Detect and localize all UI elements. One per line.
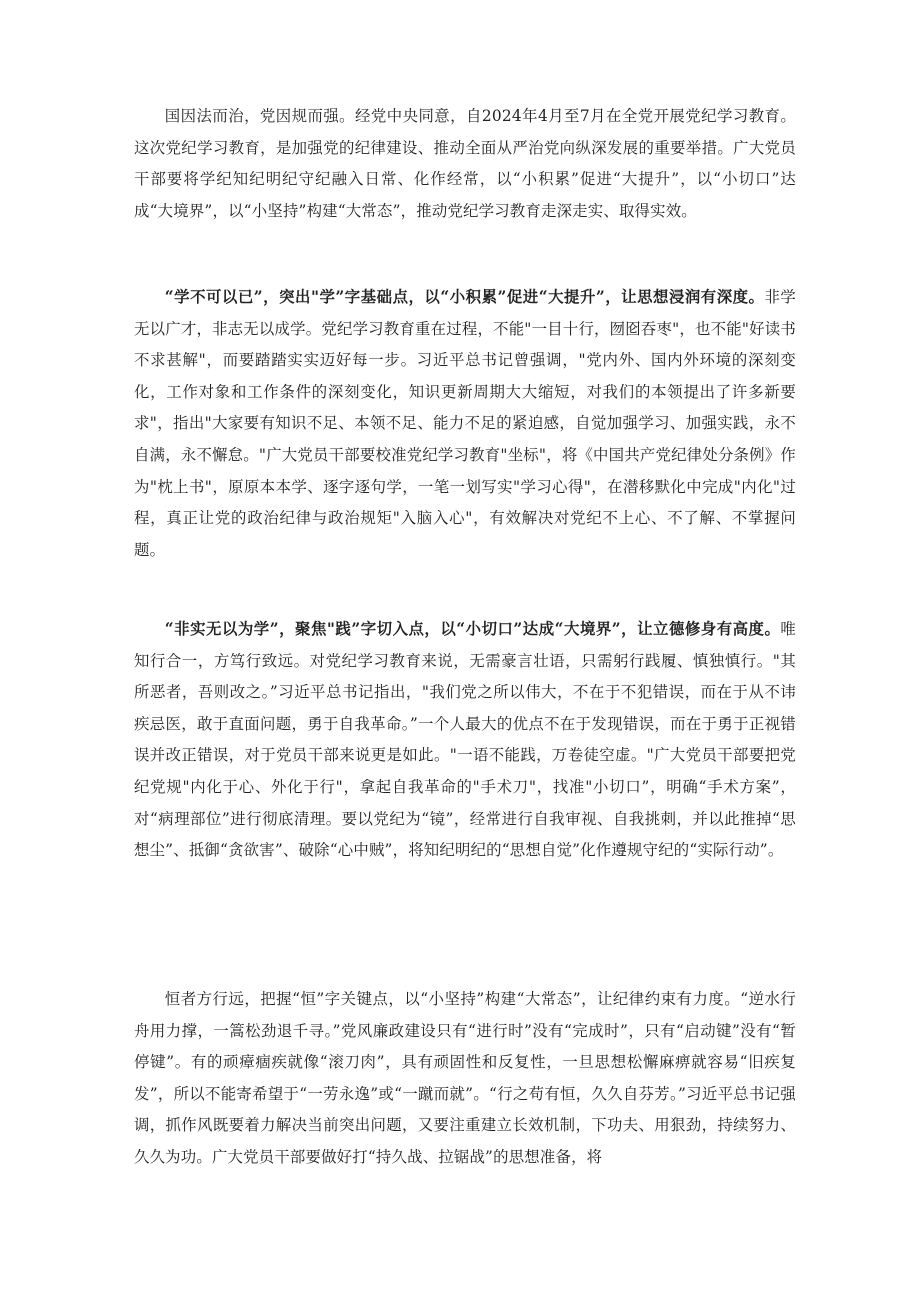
paragraph-intro	[134, 101, 796, 227]
paragraph-intro-text: 国因法而治，党因规而强。经党中央同意，自2024年4月至7月在全党开展党纪学习教育。这次党纪学习教育，是加强党的纪律建设、推动全面从严治党向纵深发展的重要举措。广大党员干部要将学纪知纪明纪守纪融入日常、化作经常，以“小积累”促进“大提升”，以“小切口”达成“大境界”，以“小坚持”构建“大常态”，推动党纪学习教育走深走实、取得实效。	[134, 107, 796, 220]
paragraph-persistence	[134, 984, 796, 1174]
paragraph-persistence-text: 恒者方行远，把握“恒”字关键点，以“小坚持”构建“大常态”，让纪律约束有力度。“逆水行舟用力撑，一篙松劲退千寻。”党风廉政建设只有“进行时”没有“完成时”，只有“启动键”没有“暂停键”。有的顽瘴痼疾就像“滚刀肉”，具有顽固性和反复性，一旦思想松懈麻痹就容易“旧疾复发”，所以不能寄希望于“一劳永逸”或“一蹴而就”。“行之苟有恒，久久自芬芳。”习近平总书记强调，抓作风既要着力解决当前突出问题，又要注重建立长效机制，下功夫、用狠劲，持续努力、久久为功。广大党员干部要做好打“持久战、拉锯战”的思想准备，将	[134, 990, 796, 1166]
paragraph-study-heading: “学不可以已”，突出"学”字基础点，以“小积累”促进“大提升”，让思想浸润有深度。	[164, 288, 765, 306]
paragraph-practice	[134, 614, 796, 867]
paragraph-practice-heading: “非实无以为学”，聚焦"践”字切入点，以“小切口”达成“大境界”，让立德修身有高度。	[164, 620, 781, 638]
paragraph-study	[134, 282, 796, 566]
paragraph-practice-text: 唯知行合一，方笃行致远。对党纪学习教育来说，无需豪言壮语，只需躬行践履、慎独慎行。"其所恶者，吾则改之。”习近平总书记指出，"我们党之所以伟大，不在于不犯错误，而在于从不讳疾忌医，敢于直面问题，勇于自我革命。”一个人最大的优点不在于发现错误，而在于勇于正视错误并改正错误，对于党员干部来说更是如此。"一语不能践，万卷徒空虚。"广大党员干部要把党纪党规"内化于心、外化于行"，拿起自我革命的"手术刀"，找准"小切口”，明确“手术方案”，对“病理部位”进行彻底清理。要以党纪为“镜”，经常进行自我审视、自我挑刺，并以此推掉“思想尘”、抵御“贪欲害”、破除“心中贼”，将知纪明纪的“思想自觉”化作遵规守纪的“实际行动”。	[134, 620, 796, 860]
paragraph-study-text: 非学无以广才，非志无以成学。党纪学习教育重在过程，不能"一目十行，囫囵吞枣"，也不能"好读书不求甚解"，而要踏踏实实迈好每一步。习近平总书记曾强调，"党内外、国内外环境的深刻变化，工作对象和工作条件的深刻变化，知识更新周期大大缩短，对我们的本领提出了许多新要求"，指出"大家要有知识不足、本领不足、能力不足的紧迫感，自觉加强学习、加强实践，永不自满，永不懈怠。"广大党员干部要校准党纪学习教育"坐标"，将《中国共产党纪律处分条例》作为"枕上书"，原原本本学、逐字逐句学，一笔一划写实"学习心得"，在潜移默化中完成"内化"过程，真正让党的政治纪律与政治规矩"入脑入心"，有效解决对党纪不上心、不了解、不掌握问题。	[134, 288, 796, 559]
